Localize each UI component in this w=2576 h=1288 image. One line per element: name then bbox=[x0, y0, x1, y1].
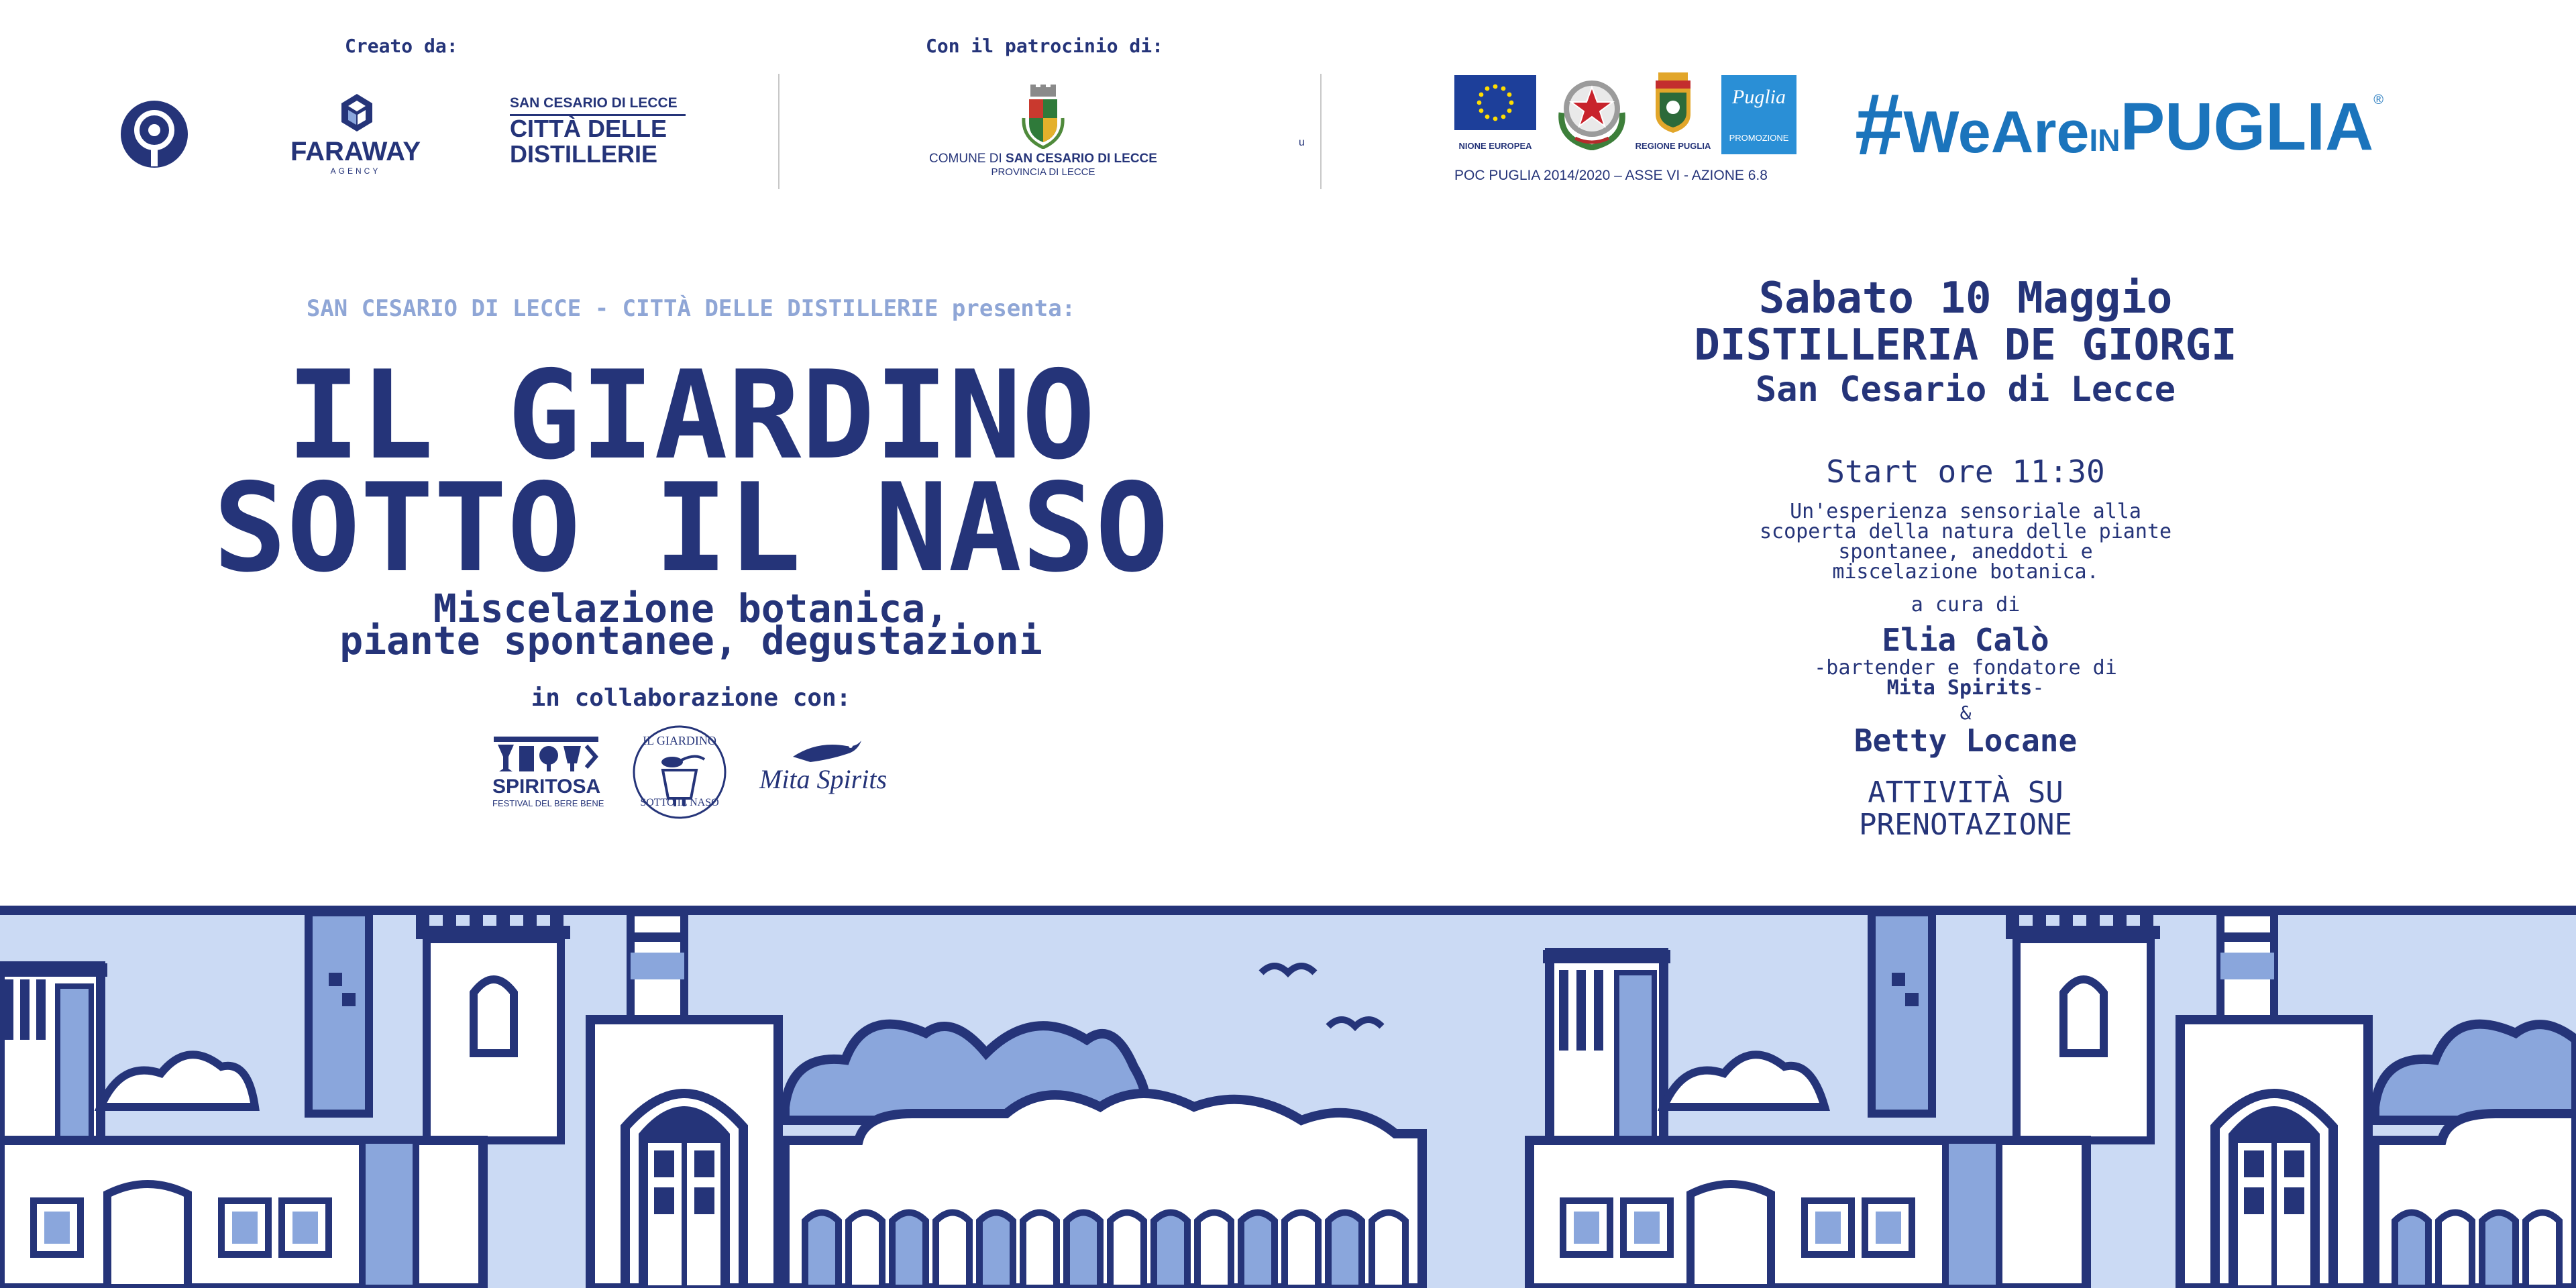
desc-line1: Un'esperienza sensoriale alla bbox=[1790, 500, 2141, 523]
host1-role: -bartender e fondatore di bbox=[1814, 656, 2117, 680]
stray-char: u bbox=[1299, 137, 1305, 148]
citta-line3: DISTILLERIE bbox=[510, 140, 658, 168]
puglia-logo-word: Puglia bbox=[1732, 86, 1786, 108]
header-divider-1 bbox=[778, 74, 780, 189]
right-arched-building bbox=[2375, 1114, 2576, 1288]
left-chimney bbox=[309, 912, 369, 1114]
comune-name: SAN CESARIO DI LECCE bbox=[1006, 152, 1157, 166]
eu-stars-icon bbox=[1454, 75, 1536, 130]
event-title-line1: IL GIARDINO bbox=[286, 344, 1095, 486]
host1-dash: - bbox=[2032, 676, 2045, 700]
left-bell-tower bbox=[416, 912, 570, 1140]
header-divider-2 bbox=[1320, 74, 1322, 189]
citta-line2: CITTÀ DELLE bbox=[510, 114, 686, 142]
patronage-label: Con il patrocinio di: bbox=[926, 35, 1164, 57]
event-city: San Cesario di Lecce bbox=[1755, 370, 2176, 410]
host2-name: Betty Locane bbox=[1854, 722, 2078, 759]
circle-target-logo-icon bbox=[119, 99, 189, 169]
right-chimney bbox=[1872, 912, 1932, 1114]
citta-line1: SAN CESARIO DI LECCE bbox=[510, 95, 678, 111]
spiritosa-sub: FESTIVAL DEL BERE BENE bbox=[492, 798, 604, 808]
right-bell-tower bbox=[2006, 912, 2160, 1140]
host1-company-line bbox=[1563, 676, 2368, 700]
center-arched-building bbox=[785, 1093, 1422, 1288]
presenta-line: SAN CESARIO DI LECCE - CITTÀ DELLE DISTILLERIE presenta: bbox=[306, 295, 1076, 322]
distillery-skyline-illustration bbox=[0, 906, 2576, 1288]
regione-puglia-shield-icon bbox=[1652, 72, 1695, 134]
hashtag-symbol: # bbox=[1855, 75, 1904, 173]
left-gate-building bbox=[590, 1020, 778, 1288]
subtitle-line2: piante spontanee, degustazioni bbox=[339, 618, 1042, 663]
regione-label: REGIONE PUGLIA bbox=[1635, 141, 1711, 151]
comune-logo bbox=[919, 85, 1167, 185]
puglia-promozione-logo bbox=[1721, 75, 1796, 154]
event-title-line2: SOTTO IL NASO bbox=[213, 457, 1169, 599]
subtitle-line1: Miscelazione botanica, bbox=[433, 586, 949, 631]
mita-spirits-logo bbox=[757, 737, 888, 804]
spiritosa-glasses-icon bbox=[494, 737, 598, 775]
booking-line1: ATTIVITÀ SU bbox=[1868, 775, 2063, 810]
hashtag-puglia: PUGLIA bbox=[2120, 89, 2374, 164]
comune-name-line bbox=[919, 152, 1167, 166]
left-low-buildings bbox=[0, 1140, 483, 1288]
faraway-sub: AGENCY bbox=[330, 166, 381, 176]
italian-republic-emblem-icon bbox=[1555, 72, 1629, 150]
hashtag-in: IN bbox=[2089, 123, 2121, 158]
giardino-badge-bottom: SOTTO IL NASO bbox=[640, 797, 719, 808]
puglia-logo-sub: PROMOZIONE bbox=[1729, 133, 1789, 143]
faraway-logo bbox=[285, 93, 426, 180]
event-date: Sabato 10 Maggio bbox=[1758, 274, 2173, 323]
host1-company: Mita Spirits bbox=[1886, 676, 2033, 700]
giardino-badge-logo bbox=[631, 723, 729, 821]
ampersand: & bbox=[1960, 702, 1972, 724]
comune-prefix: COMUNE DI bbox=[929, 152, 1006, 166]
giardino-badge-top: IL GIARDINO bbox=[643, 734, 716, 747]
right-low-buildings bbox=[1529, 1140, 2086, 1288]
desc-line4: miscelazione botanica. bbox=[1832, 560, 2099, 584]
poc-line: POC PUGLIA 2014/2020 – ASSE VI - AZIONE 6.8 bbox=[1454, 168, 1768, 183]
comune-sub: PROVINCIA DI LECCE bbox=[991, 166, 1095, 178]
mita-name: Mita Spirits bbox=[759, 764, 888, 794]
curated-by-label: a cura di bbox=[1911, 593, 2021, 616]
host1-name: Elia Calò bbox=[1882, 622, 2049, 658]
eu-flag bbox=[1454, 75, 1536, 130]
spiritosa-logo bbox=[490, 737, 604, 810]
we-are-in-puglia-hashtag bbox=[1855, 75, 2384, 173]
faraway-mark-icon bbox=[332, 93, 382, 140]
top-border-line bbox=[0, 906, 2576, 915]
desc-line2: scoperta della natura delle piante bbox=[1759, 520, 2172, 543]
faraway-name: FARAWAY bbox=[290, 137, 421, 166]
eu-label: NIONE EUROPEA bbox=[1458, 141, 1532, 151]
booking-line2: PRENOTAZIONE bbox=[1859, 808, 2072, 842]
event-description bbox=[1563, 502, 2368, 582]
right-gate-building bbox=[2180, 1020, 2368, 1288]
event-venue: DISTILLERIA DE GIORGI bbox=[1694, 321, 2237, 370]
hashtag-we-are: WeAre bbox=[1903, 99, 2090, 165]
created-by-label: Creato da: bbox=[345, 35, 458, 57]
spiritosa-name: SPIRITOSA bbox=[492, 775, 601, 798]
citta-distillerie-logo bbox=[510, 95, 691, 167]
comune-crest-icon bbox=[1020, 85, 1067, 149]
collaboration-label: in collaborazione con: bbox=[531, 684, 851, 712]
mita-bird-icon bbox=[790, 737, 864, 766]
hashtag-registered: ® bbox=[2373, 93, 2384, 107]
desc-line3: spontanee, aneddoti e bbox=[1838, 540, 2093, 564]
start-time: Start ore 11:30 bbox=[1826, 453, 2105, 490]
